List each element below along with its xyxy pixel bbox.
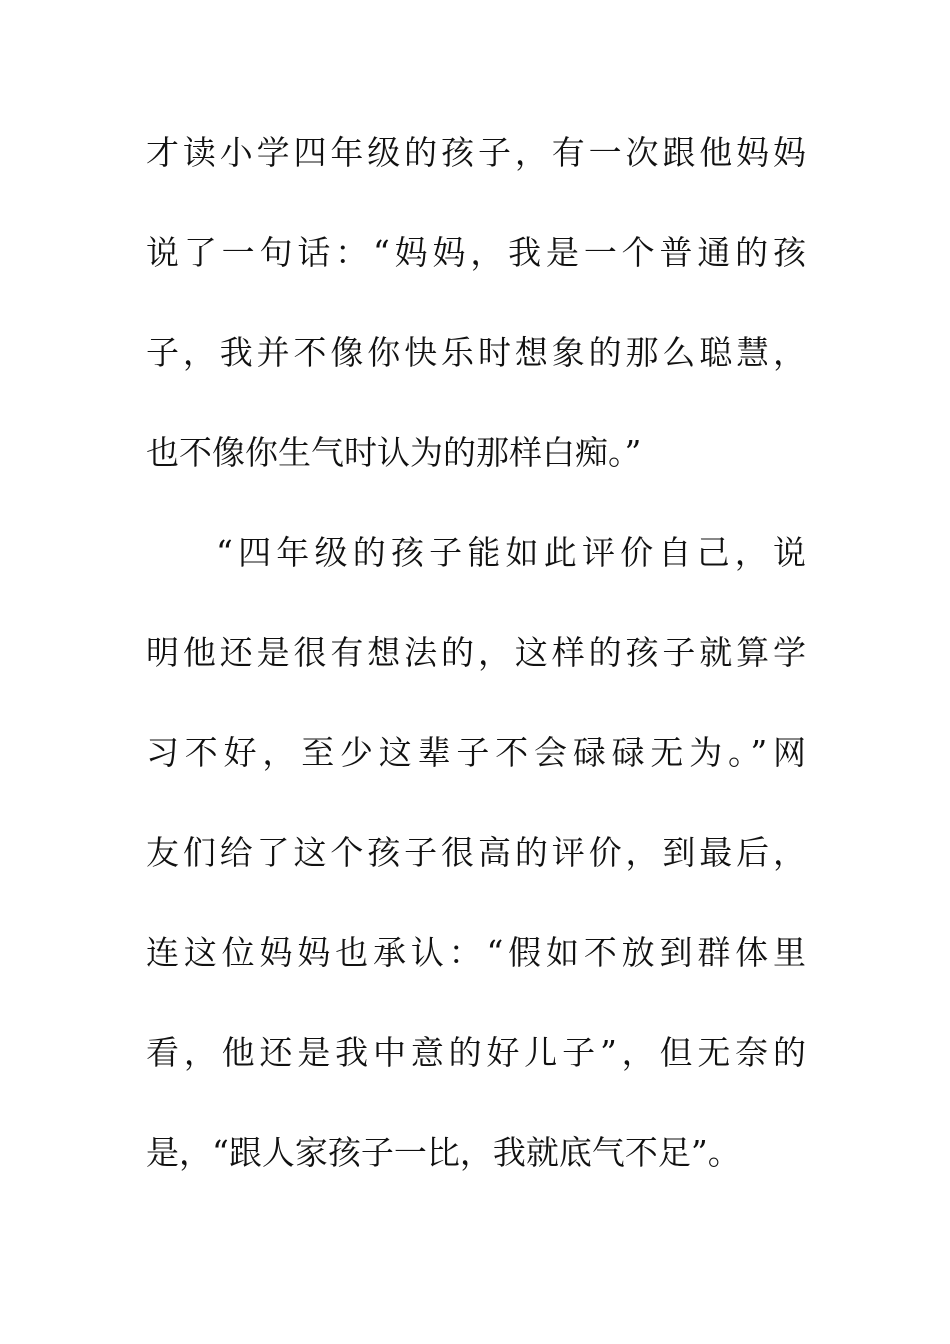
paragraph-2-line-6: 看，他还是我中意的好儿子”，但无奈的 <box>146 1033 806 1072</box>
paragraph-2-line-3: 习不好，至少这辈子不会碌碌无为。”网 <box>146 733 806 772</box>
paragraph-2-line-1: “四年级的孩子能如此评价自己，说 <box>216 533 806 572</box>
paragraph-1-line-4: 也不像你生气时认为的那样白痴。” <box>146 433 642 472</box>
paragraph-1-line-2: 说了一句话：“妈妈，我是一个普通的孩 <box>146 233 806 272</box>
paragraph-2-line-7: 是，“跟人家孩子一比，我就底气不足”。 <box>146 1133 741 1172</box>
paragraph-2-line-2: 明他还是很有想法的，这样的孩子就算学 <box>146 633 806 672</box>
paragraph-1-line-1: 才读小学四年级的孩子，有一次跟他妈妈 <box>146 133 806 172</box>
paragraph-1-line-3: 子，我并不像你快乐时想象的那么聪慧， <box>146 333 806 372</box>
paragraph-2-line-5: 连这位妈妈也承认：“假如不放到群体里 <box>146 933 806 972</box>
paragraph-2-line-4: 友们给了这个孩子很高的评价，到最后， <box>146 833 806 872</box>
